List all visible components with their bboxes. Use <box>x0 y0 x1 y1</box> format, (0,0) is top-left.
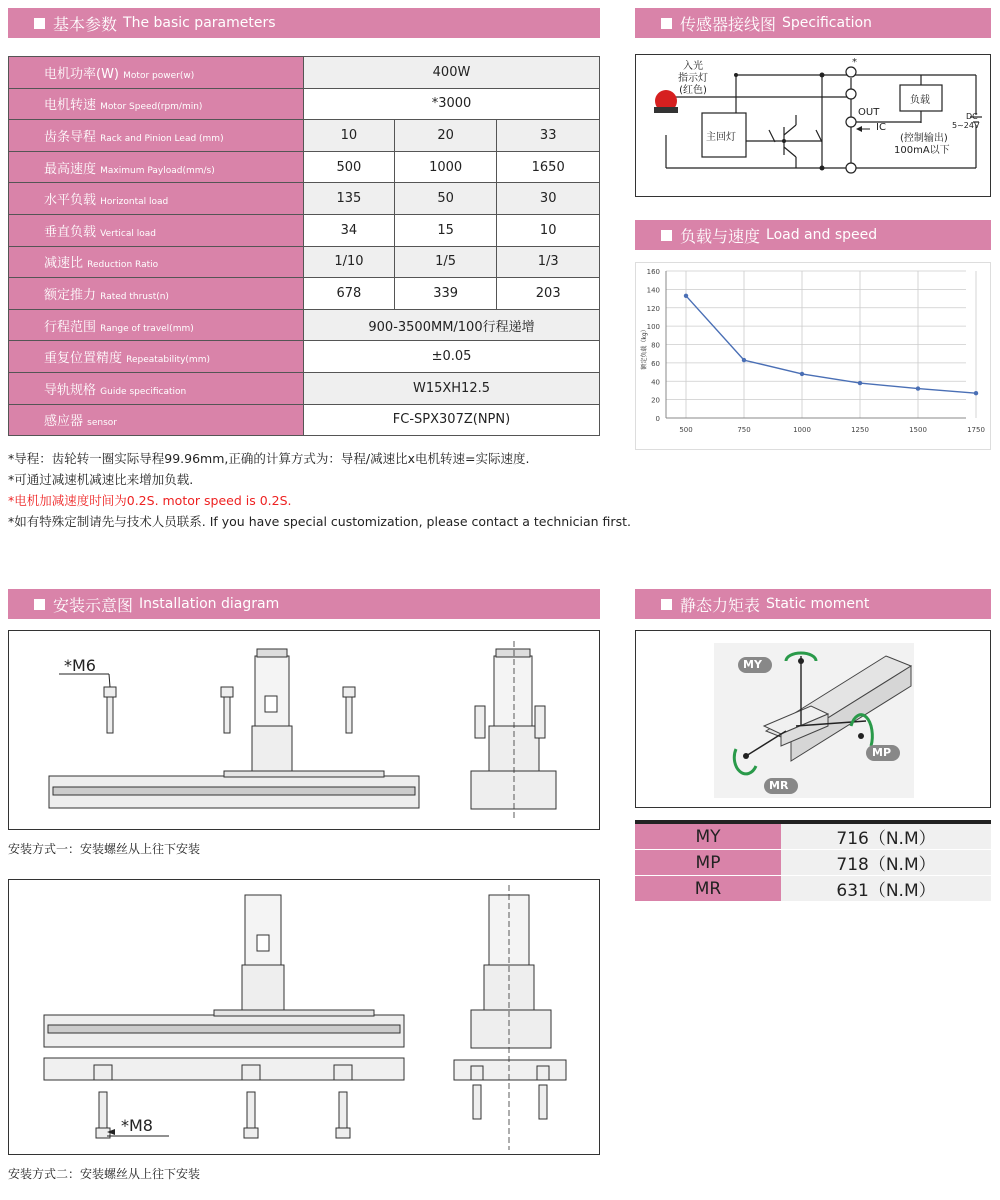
param-value: 10 <box>304 120 395 152</box>
note-4: *如有特殊定制请先与技术人员联系. If you have special customization, please contact a technician first. <box>8 514 631 529</box>
param-label <box>9 404 304 436</box>
mr-label: MR <box>769 779 789 792</box>
param-value: 678 <box>304 278 395 310</box>
param-value: 1650 <box>497 151 600 183</box>
param-label-cn: 导轨规格 <box>44 382 97 398</box>
header-cn: 传感器接线图 <box>680 14 777 34</box>
header-cn: 静态力矩表 <box>680 595 761 615</box>
param-value: 50 <box>394 183 497 215</box>
param-label-cn: 齿条导程 <box>44 129 97 145</box>
param-label-cn: 电机功率(W) <box>44 66 119 82</box>
square-icon <box>34 18 45 29</box>
x-tick-label: 1000 <box>793 426 811 434</box>
y-tick-label: 0 <box>655 415 660 423</box>
my-label: MY <box>743 658 762 671</box>
param-row <box>9 278 600 310</box>
note-2: *可通过减速机减速比来增加负载. <box>8 472 194 487</box>
voltage-label: 5~24V <box>952 121 980 130</box>
x-tick-label: 500 <box>679 426 693 434</box>
param-value: 10 <box>497 214 600 246</box>
data-point <box>684 294 688 298</box>
header-en: The basic parameters <box>123 15 276 31</box>
x-tick-label: 1750 <box>967 426 985 434</box>
param-label-cn: 额定推力 <box>44 287 97 303</box>
x-tick-label: 750 <box>737 426 751 434</box>
param-value: 203 <box>497 278 600 310</box>
y-tick-label: 120 <box>646 304 660 313</box>
param-row <box>9 246 600 278</box>
y-tick-label: 60 <box>651 359 660 368</box>
load-speed-header <box>635 220 991 250</box>
data-point <box>742 358 746 362</box>
param-row <box>9 372 600 404</box>
param-label <box>9 183 304 215</box>
param-value: 15 <box>394 214 497 246</box>
param-row <box>9 404 600 436</box>
header-en: Installation diagram <box>139 596 280 612</box>
main-lamp-label: 主回灯 <box>706 132 736 143</box>
param-label <box>9 341 304 373</box>
dc-label: DC <box>966 112 978 121</box>
data-point <box>916 386 920 390</box>
load-label: 负载 <box>910 95 930 106</box>
y-tick-label: 20 <box>651 396 660 405</box>
param-row <box>9 214 600 246</box>
param-value: ±0.05 <box>304 341 600 373</box>
basic-params-header <box>8 8 600 38</box>
param-label-cn: 行程范围 <box>44 319 97 335</box>
m8-label: *M8 <box>121 1116 153 1135</box>
param-row <box>9 57 600 89</box>
y-tick-label: 40 <box>651 378 660 387</box>
install-caption-1: 安装方式一：安装螺丝从上往下安装 <box>8 842 201 856</box>
param-value: 34 <box>304 214 395 246</box>
param-value: 30 <box>497 183 600 215</box>
chart-svg <box>636 263 990 449</box>
param-label-cn: 感应器 <box>44 414 84 430</box>
param-row <box>9 309 600 341</box>
lamp-label: 入光 指示灯 (红色) <box>678 61 708 96</box>
header-en: Load and speed <box>766 227 878 243</box>
param-value: 1/3 <box>497 246 600 278</box>
header-cn: 基本参数 <box>53 14 118 34</box>
m6-label: *M6 <box>64 656 96 675</box>
param-value: 500 <box>304 151 395 183</box>
data-point <box>858 381 862 385</box>
out-label: OUT <box>858 107 880 118</box>
note-3: *电机加减速度时间为0.2S. motor speed is 0.2S. <box>8 493 292 508</box>
param-label <box>9 151 304 183</box>
sensor-header <box>635 8 991 38</box>
moment-value: 716（N.M） <box>781 822 991 850</box>
param-row <box>9 120 600 152</box>
moment-key: MP <box>635 850 781 876</box>
param-label <box>9 246 304 278</box>
param-label-en: Reduction Ratio <box>87 260 159 271</box>
load-speed-chart <box>635 262 991 450</box>
square-icon <box>661 18 672 29</box>
param-label-en: Horizontal load <box>100 197 169 208</box>
param-value: 900-3500MM/100行程递增 <box>304 309 600 341</box>
moment-row <box>635 850 991 876</box>
param-label-en: Rack and Pinion Lead (mm) <box>100 133 224 144</box>
param-label <box>9 278 304 310</box>
moment-row <box>635 822 991 850</box>
param-value: 400W <box>304 57 600 89</box>
moment-value: 631（N.M） <box>781 876 991 902</box>
param-label <box>9 57 304 89</box>
param-label-en: Repeatability(mm) <box>126 355 210 366</box>
y-tick-label: 80 <box>651 341 660 350</box>
param-row <box>9 151 600 183</box>
param-value: 135 <box>304 183 395 215</box>
header-en: Specification <box>782 15 872 31</box>
param-label-cn: 减速比 <box>44 256 84 272</box>
static-moment-diagram <box>635 630 991 808</box>
param-label <box>9 372 304 404</box>
x-tick-label: 1500 <box>909 426 927 434</box>
param-value: *3000 <box>304 88 600 120</box>
square-icon <box>661 230 672 241</box>
moment-row <box>635 876 991 902</box>
params-table <box>8 56 600 436</box>
moment-table <box>635 820 991 902</box>
moment-key: MR <box>635 876 781 902</box>
ctrl-label: (控制输出) <box>900 133 948 144</box>
param-label <box>9 214 304 246</box>
param-value: 339 <box>394 278 497 310</box>
mp-label: MP <box>872 746 892 759</box>
param-row <box>9 341 600 373</box>
param-label-cn: 重复位置精度 <box>44 351 123 367</box>
param-label-cn: 最高速度 <box>44 161 97 177</box>
install-header <box>8 589 600 619</box>
param-value: W15XH12.5 <box>304 372 600 404</box>
header-en: Static moment <box>766 596 870 612</box>
param-label <box>9 309 304 341</box>
param-row <box>9 88 600 120</box>
static-moment-header <box>635 589 991 619</box>
square-icon <box>661 599 672 610</box>
param-label-cn: 水平负载 <box>44 193 97 209</box>
note-1: *导程：齿轮转一圈实际导程99.96mm,正确的计算方式为：导程/减速比x电机转速=实际速度. <box>8 451 530 466</box>
param-label-en: sensor <box>87 418 117 429</box>
param-label-en: Motor Speed(rpm/min) <box>100 102 203 113</box>
param-label-en: Rated thrust(n) <box>100 291 169 302</box>
ic-label: IC <box>876 122 886 133</box>
param-label <box>9 88 304 120</box>
install-caption-2: 安装方式二：安装螺丝从上往下安装 <box>8 1167 201 1181</box>
y-tick-label: 140 <box>646 286 660 295</box>
y-axis-label: 额定负载（kg） <box>641 326 648 370</box>
param-value: 1/5 <box>394 246 497 278</box>
current-label: 100mA以下 <box>894 145 950 156</box>
moment-value: 718（N.M） <box>781 850 991 876</box>
param-label <box>9 120 304 152</box>
param-label-en: Guide specification <box>100 386 187 397</box>
install-diagram-2 <box>8 879 600 1155</box>
param-value: 33 <box>497 120 600 152</box>
param-value: 1/10 <box>304 246 395 278</box>
param-label-cn: 垂直负载 <box>44 224 97 240</box>
notes <box>8 448 631 532</box>
moment-key: MY <box>635 822 781 850</box>
x-tick-label: 1250 <box>851 426 869 434</box>
plus-terminal: * <box>852 57 857 68</box>
y-tick-label: 100 <box>646 323 660 332</box>
header-cn: 负载与速度 <box>680 226 761 246</box>
data-point <box>974 391 978 395</box>
y-tick-label: 160 <box>646 268 660 276</box>
header-cn: 安装示意图 <box>53 595 134 615</box>
param-label-cn: 电机转速 <box>44 98 97 114</box>
param-label-en: Motor power(w) <box>123 70 195 81</box>
square-icon <box>34 599 45 610</box>
param-label-en: Maximum Payload(mm/s) <box>100 165 215 176</box>
install-diagram-1 <box>8 630 600 830</box>
param-row <box>9 183 600 215</box>
param-label-en: Range of travel(mm) <box>100 323 194 334</box>
data-point <box>800 372 804 376</box>
sensor-diagram <box>635 54 991 197</box>
param-value: FC-SPX307Z(NPN) <box>304 404 600 436</box>
param-value: 20 <box>394 120 497 152</box>
param-value: 1000 <box>394 151 497 183</box>
param-label-en: Vertical load <box>100 228 156 239</box>
